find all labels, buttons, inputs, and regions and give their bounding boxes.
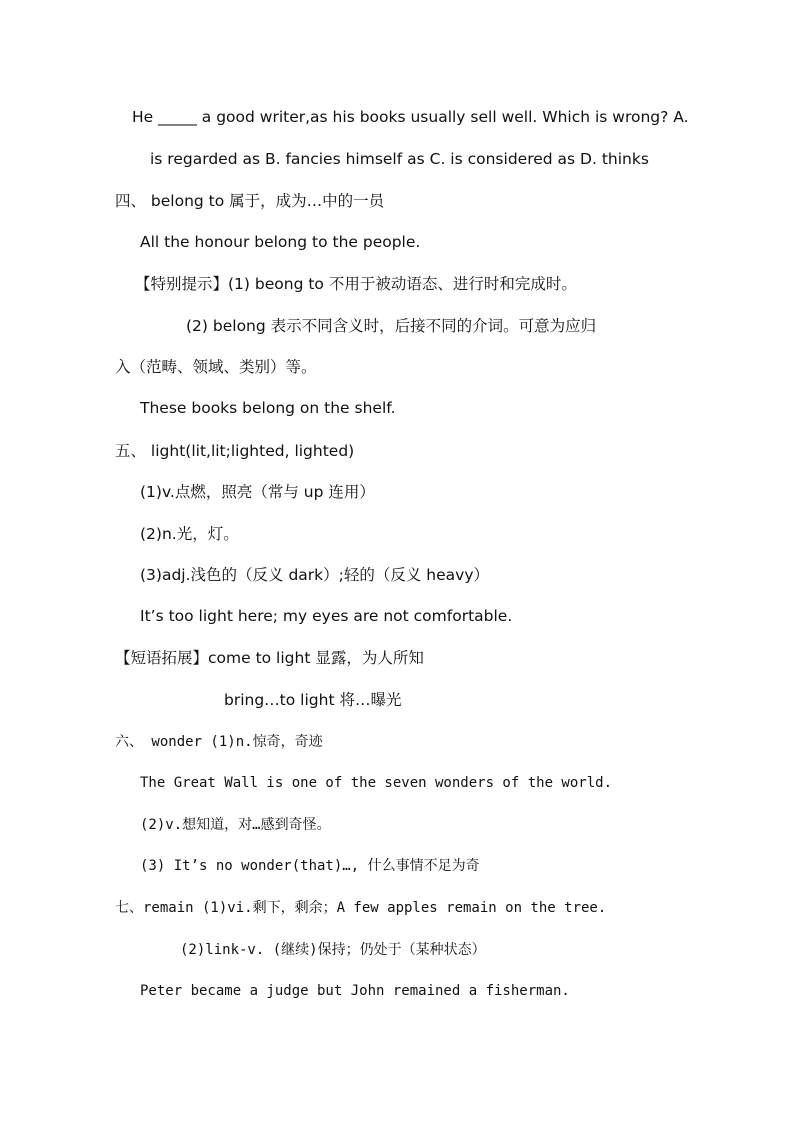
section-4-note-1: 【特别提示】(1) beong to 不用于被动语态、进行时和完成时。: [135, 275, 577, 293]
section-5-heading: 五、 light(lit,lit;lighted, lighted): [115, 442, 355, 460]
section-4-heading: 四、 belong to 属于，成为…中的一员: [115, 192, 385, 210]
section-7-item-2: (2)link-v. (继续)保持；仍处于（某种状态）: [180, 942, 486, 958]
section-5-item-2: (2)n.光，灯。: [140, 525, 239, 543]
section-4-note-2: (2) belong 表示不同含义时，后接不同的介词。可意为应归: [186, 317, 597, 335]
section-6-example: The Great Wall is one of the seven wonders of the world.: [140, 775, 613, 791]
section-5-item-3: (3)adj.浅色的（反义 dark）;轻的（反义 heavy）: [140, 566, 489, 584]
section-6-item-2: (2)v.想知道，对…感到奇怪。: [140, 817, 331, 833]
phrase-expansion-2: bring…to light 将…曝光: [224, 691, 402, 709]
section-6-heading: 六、 wonder (1)n.惊奇，奇迹: [115, 734, 323, 750]
section-4-note-2-cont: 入（范畴、领域、类别）等。: [115, 358, 317, 376]
section-4-example: All the honour belong to the people.: [140, 233, 421, 251]
section-6-item-3: (3) It’s no wonder(that)…, 什么事情不足为奇: [140, 858, 480, 874]
section-7-heading: 七、remain (1)vi.剩下，剩余；A few apples remain on the tree.: [115, 900, 607, 916]
section-5-item-1: (1)v.点燃，照亮（常与 up 连用）: [140, 483, 375, 501]
phrase-expansion: 【短语拓展】come to light 显露，为人所知: [115, 649, 424, 667]
section-7-example: Peter became a judge but John remained a fisherman.: [140, 983, 570, 999]
section-5-example: It’s too light here; my eyes are not comfortable.: [140, 607, 513, 625]
exercise-question-line-2: is regarded as B. fancies himself as C. is considered as D. thinks: [150, 150, 649, 168]
exercise-question-line-1: He _____ a good writer,as his books usually sell well. Which is wrong? A.: [132, 108, 689, 126]
section-4-example-2: These books belong on the shelf.: [140, 399, 396, 417]
